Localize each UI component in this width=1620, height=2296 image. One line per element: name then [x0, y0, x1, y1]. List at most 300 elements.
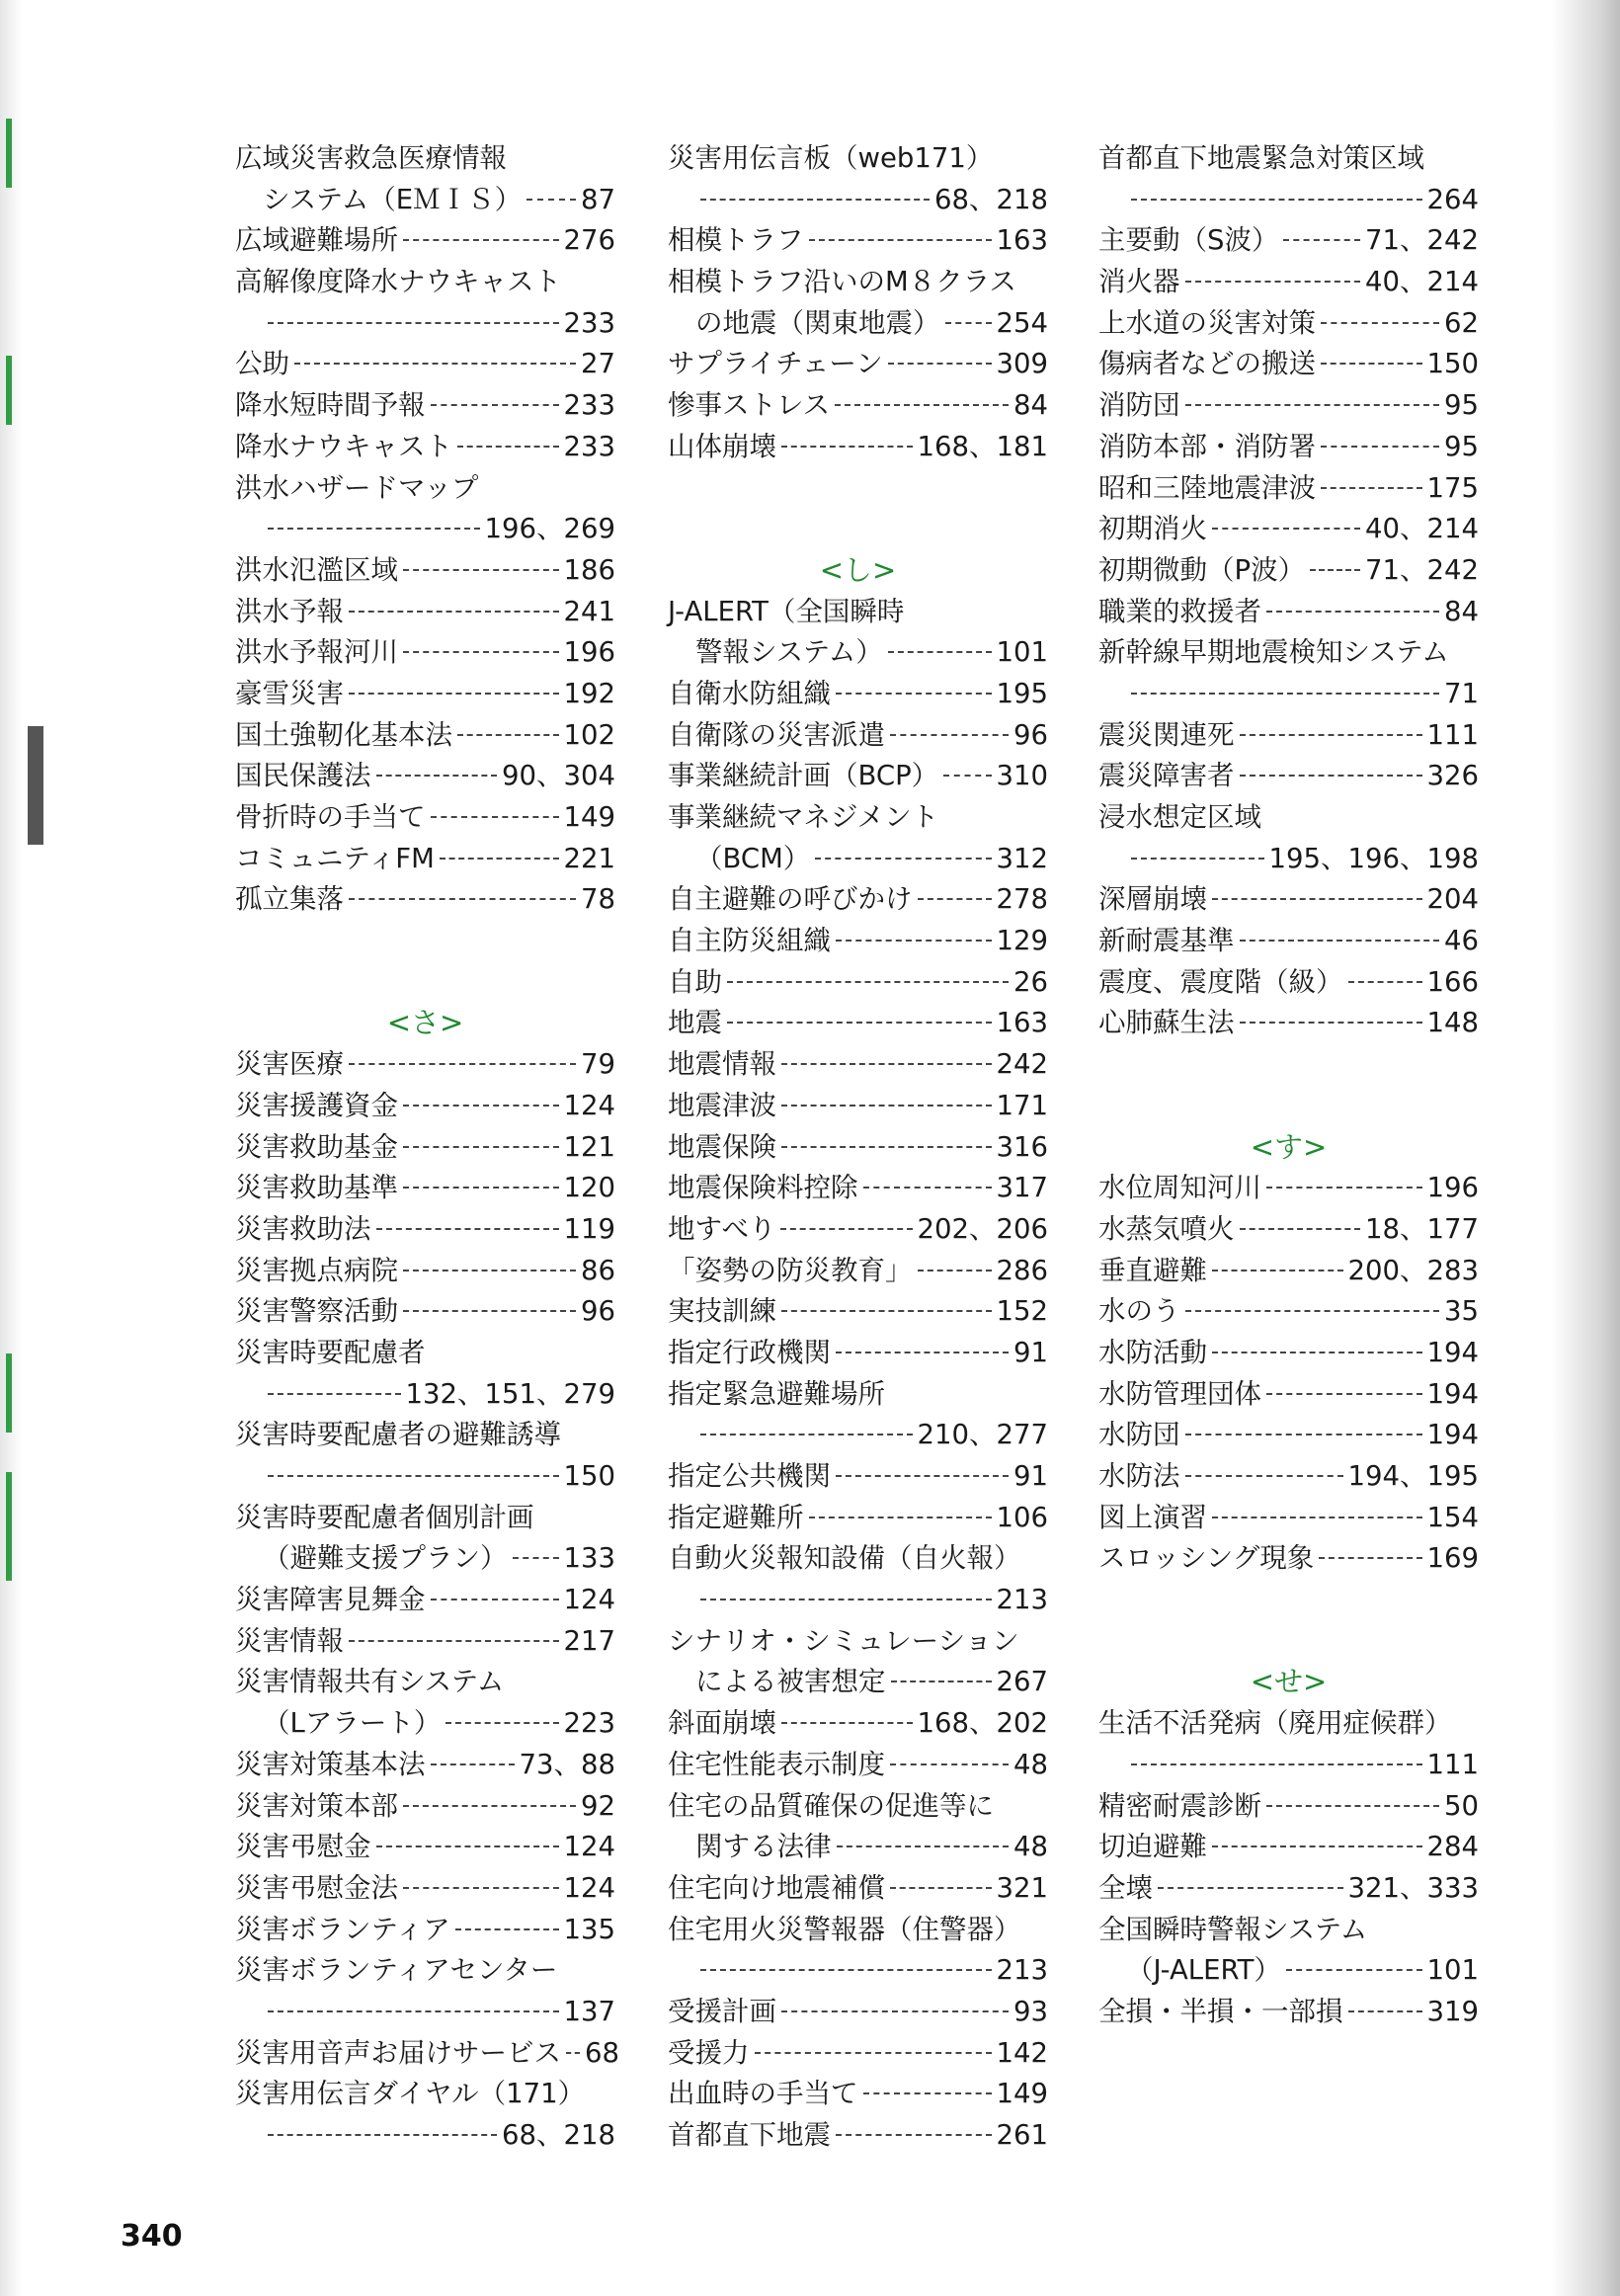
entry-pages: 286 — [996, 1254, 1048, 1286]
entry-term: 高解像度降水ナウキャスト — [235, 266, 561, 298]
section-heading: <さ> — [386, 1006, 464, 1040]
entry-term: 事業継続計画（BCP） — [668, 760, 939, 792]
index-entry — [668, 1992, 1048, 2033]
entry-term: 広域避難場所 — [235, 224, 398, 257]
entry-term: 垂直避難 — [1098, 1254, 1207, 1286]
index-entry — [668, 344, 1048, 385]
entry-term: 地すべり — [668, 1212, 776, 1245]
entry-term: 地震津波 — [668, 1089, 776, 1121]
index-entry-continuation — [235, 1456, 615, 1498]
entry-pages: 316 — [996, 1130, 1048, 1163]
index-entry — [235, 550, 615, 592]
index-entry-continuation — [668, 1662, 1048, 1703]
entry-term: 上水道の災害対策 — [1098, 306, 1316, 339]
dot-leader — [376, 775, 498, 777]
entry-term: による被害想定 — [695, 1666, 886, 1698]
entry-term: 指定避難所 — [668, 1501, 804, 1533]
index-entry — [235, 1745, 615, 1786]
entry-term: シナリオ・シミュレーション — [668, 1624, 1019, 1657]
dot-leader — [268, 1393, 401, 1395]
index-entry-continuation — [668, 1415, 1048, 1456]
dot-leader — [268, 322, 559, 324]
index-entry — [668, 1333, 1048, 1374]
index-entry — [235, 715, 615, 757]
entry-term: 初期微動（P波） — [1098, 553, 1306, 586]
index-entry-continuation — [235, 1538, 615, 1580]
entry-term: 自主防災組織 — [668, 925, 831, 957]
index-entry — [1098, 921, 1479, 962]
index-entry — [668, 1291, 1048, 1333]
entry-term: 地震情報 — [668, 1048, 776, 1081]
entry-pages: 186 — [563, 553, 615, 586]
entry-term: 水防団 — [1098, 1419, 1180, 1451]
entry-term: 災害対策本部 — [235, 1789, 398, 1822]
dot-leader — [1185, 404, 1440, 406]
index-entry — [668, 756, 1048, 797]
entry-term: 水のう — [1098, 1295, 1180, 1328]
entry-pages: 124 — [563, 1831, 615, 1863]
index-entry — [235, 1498, 615, 1539]
dot-leader — [700, 1599, 992, 1600]
entry-term: 新耐震基準 — [1098, 925, 1235, 957]
index-entry — [235, 344, 615, 385]
index-entry — [235, 468, 615, 510]
dot-leader — [781, 2010, 1009, 2012]
index-entry — [668, 1086, 1048, 1127]
index-entry — [235, 262, 615, 303]
entry-pages: 204 — [1426, 883, 1479, 916]
section-heading: <す> — [1250, 1129, 1328, 1164]
entry-term: 主要動（S波） — [1098, 224, 1279, 257]
dot-leader — [566, 2052, 580, 2054]
index-entry — [1098, 1703, 1479, 1745]
entry-term: コミュニティFM — [235, 842, 435, 874]
entry-pages: 194、195 — [1347, 1460, 1479, 1492]
dot-leader — [781, 1722, 913, 1724]
entry-term: 出血時の手当て — [668, 2078, 858, 2110]
index-column-3 — [1098, 138, 1479, 2033]
index-entry — [235, 1251, 615, 1292]
entry-pages: 148 — [1426, 1007, 1479, 1039]
dot-leader — [1283, 239, 1360, 241]
dot-leader — [1240, 1022, 1422, 1024]
entry-pages: 92 — [581, 1789, 615, 1822]
index-column-1 — [235, 138, 619, 2157]
index-entry — [1098, 385, 1479, 427]
dot-leader — [1212, 1845, 1422, 1847]
entry-pages: 196 — [563, 636, 615, 669]
entry-term: 消防本部・消防署 — [1098, 430, 1316, 462]
entry-pages: 46 — [1444, 925, 1479, 957]
index-entry — [235, 1910, 615, 1951]
dot-leader — [888, 363, 992, 365]
dot-leader — [1266, 1393, 1422, 1395]
dot-leader — [349, 898, 576, 900]
index-entry — [668, 921, 1048, 962]
entry-pages: 195、196、198 — [1268, 842, 1479, 874]
entry-pages: 195 — [996, 677, 1048, 709]
index-entry — [1098, 427, 1479, 468]
dot-leader — [755, 2052, 992, 2054]
dot-leader — [446, 1722, 558, 1724]
index-entry — [668, 1745, 1048, 1786]
index-entry — [235, 2033, 619, 2075]
entry-pages: 194 — [1426, 1419, 1479, 1451]
entry-pages: 102 — [563, 718, 615, 751]
index-entry-continuation — [235, 509, 615, 550]
index-entry — [668, 1456, 1048, 1498]
index-entry — [1098, 1209, 1479, 1251]
index-entry — [1098, 1992, 1479, 2033]
entry-term: サプライチェーン — [668, 348, 883, 380]
dot-leader — [835, 404, 1009, 406]
entry-pages: 91 — [1013, 1460, 1048, 1492]
dot-leader — [918, 898, 992, 900]
index-entry — [1098, 1456, 1479, 1498]
entry-pages: 119 — [563, 1212, 615, 1245]
entry-pages: 93 — [1013, 1995, 1048, 2027]
entry-pages: 312 — [996, 842, 1048, 874]
index-entry-continuation — [235, 2115, 615, 2157]
dot-leader — [1212, 898, 1422, 900]
entry-term: 地震保険料控除 — [668, 1172, 858, 1204]
entry-term: 職業的救援者 — [1098, 595, 1261, 627]
index-entry — [1098, 509, 1479, 550]
dot-leader — [1240, 775, 1422, 777]
entry-pages: 217 — [563, 1624, 615, 1657]
dot-leader — [457, 734, 559, 736]
index-entry — [235, 1950, 615, 1992]
dot-leader — [781, 1105, 992, 1107]
entry-term: 豪雪災害 — [235, 677, 344, 709]
entry-term: 首都直下地震緊急対策区域 — [1098, 142, 1424, 174]
entry-term: 孤立集落 — [235, 883, 344, 916]
dot-leader — [376, 1845, 559, 1847]
entry-pages: 96 — [1013, 718, 1048, 751]
entry-pages: 200、283 — [1347, 1254, 1479, 1286]
entry-pages: 35 — [1444, 1295, 1479, 1328]
dot-leader — [918, 1270, 992, 1271]
index-entry — [235, 1621, 615, 1663]
index-entry-continuation — [1098, 1745, 1479, 1786]
entry-term: 災害時要配慮者の避難誘導 — [235, 1419, 561, 1451]
entry-term: 受援計画 — [668, 1995, 776, 2027]
entry-term: 全損・半損・一部損 — [1098, 1995, 1343, 2027]
entry-term: 骨折時の手当て — [235, 801, 426, 833]
index-entry-continuation — [235, 180, 615, 221]
dot-leader — [727, 981, 1009, 983]
index-entry — [235, 385, 615, 427]
index-entry — [1098, 1498, 1479, 1539]
entry-term: 水防活動 — [1098, 1336, 1207, 1368]
entry-term: 住宅の品質確保の促進等に — [668, 1789, 994, 1822]
entry-pages: 233 — [563, 389, 615, 422]
dot-leader — [809, 1517, 992, 1518]
entry-pages: 62 — [1444, 306, 1479, 339]
index-entry — [1098, 1868, 1479, 1910]
entry-pages: 124 — [563, 1871, 615, 1904]
index-entry — [668, 2074, 1048, 2115]
entry-pages: 213 — [996, 1954, 1048, 1987]
entry-term: 自主避難の呼びかけ — [668, 883, 913, 916]
entry-term: 災害救助基金 — [235, 1130, 398, 1163]
dot-leader — [1321, 363, 1422, 365]
entry-term: 災害救助基準 — [235, 1172, 398, 1204]
index-entry — [235, 1827, 615, 1868]
index-entry — [1098, 592, 1479, 633]
entry-pages: 166 — [1426, 965, 1479, 998]
entry-pages: 321、333 — [1347, 1871, 1479, 1904]
entry-term: 指定行政機関 — [668, 1336, 831, 1368]
dot-leader — [1131, 1763, 1422, 1765]
entry-term: 住宅性能表示制度 — [668, 1748, 885, 1780]
dot-leader — [836, 693, 992, 695]
entry-term: 震災障害者 — [1098, 760, 1235, 792]
dot-leader — [349, 611, 559, 613]
entry-pages: 129 — [996, 925, 1048, 957]
entry-pages: 267 — [996, 1666, 1048, 1698]
entry-pages: 163 — [996, 224, 1048, 257]
index-entry — [1098, 1333, 1479, 1374]
entry-term: 昭和三陸地震津波 — [1098, 471, 1316, 504]
index-entry — [1098, 1168, 1479, 1209]
entry-pages: 50 — [1444, 1789, 1479, 1822]
index-entry — [668, 592, 1048, 633]
entry-pages: 48 — [1013, 1748, 1048, 1780]
entry-pages: 233 — [563, 306, 615, 339]
index-entry — [235, 839, 615, 880]
entry-pages: 196、269 — [484, 513, 615, 545]
entry-term: 災害時要配慮者 — [235, 1336, 426, 1368]
dot-leader — [700, 199, 930, 201]
entry-term: 災害用伝言ダイヤル（171） — [235, 2078, 586, 2110]
entry-term: 実技訓練 — [668, 1295, 776, 1328]
entry-term: 指定公共機関 — [668, 1460, 831, 1492]
entry-pages: 152 — [996, 1295, 1048, 1328]
dot-leader — [440, 858, 559, 860]
index-entry — [235, 1168, 615, 1209]
entry-term: 相模トラフ沿いのM８クラス — [668, 266, 1016, 298]
entry-term: 災害障害見舞金 — [235, 1584, 426, 1616]
index-entry-continuation — [668, 1580, 1048, 1621]
dot-leader — [526, 199, 576, 201]
index-entry — [1098, 1827, 1479, 1868]
dot-leader — [268, 528, 480, 530]
index-entry-continuation — [668, 303, 1048, 345]
entry-term: 自衛水防組織 — [668, 677, 831, 709]
entry-term: 事業継続マネジメント — [668, 801, 939, 833]
entry-pages: 86 — [581, 1254, 615, 1286]
entry-pages: 137 — [563, 1995, 615, 2027]
dot-leader — [727, 1022, 992, 1024]
entry-pages: 194 — [1426, 1377, 1479, 1410]
index-entry — [668, 385, 1048, 427]
entry-pages: 310 — [996, 760, 1048, 792]
dot-leader — [1321, 446, 1439, 448]
index-entry — [668, 1498, 1048, 1539]
dot-leader — [863, 2092, 992, 2094]
index-entry — [668, 138, 1048, 180]
entry-term: 警報システム） — [695, 636, 883, 669]
dot-leader — [1266, 1805, 1439, 1807]
entry-term: 自動火災報知設備（自火報） — [668, 1542, 1021, 1575]
entry-term: 相模トラフ — [668, 224, 804, 257]
index-entry — [1098, 138, 1479, 180]
dot-leader — [349, 1640, 559, 1642]
entry-pages: 91 — [1013, 1336, 1048, 1368]
dot-leader — [403, 1805, 576, 1807]
entry-pages: 192 — [563, 677, 615, 709]
entry-pages: 163 — [996, 1007, 1048, 1039]
index-entry — [668, 2115, 1048, 2157]
entry-term: の地震（関東地震） — [695, 306, 940, 339]
index-entry — [235, 1868, 615, 1910]
entry-term: 首都直下地震 — [668, 2119, 831, 2151]
dot-leader — [836, 1475, 1009, 1477]
index-entry — [1098, 1003, 1479, 1044]
entry-pages: 124 — [563, 1089, 615, 1121]
entry-term: 洪水氾濫区域 — [235, 553, 398, 586]
entry-pages: 142 — [996, 2036, 1048, 2069]
entry-pages: 154 — [1426, 1501, 1479, 1533]
dot-leader — [837, 1845, 1010, 1847]
dot-leader — [1310, 569, 1360, 571]
dot-leader — [1348, 981, 1422, 983]
entry-term: 降水ナウキャスト — [235, 430, 452, 462]
entry-term: 地震 — [668, 1007, 722, 1039]
entry-term: 自助 — [668, 965, 722, 998]
entry-term: 全壊 — [1098, 1871, 1153, 1904]
spacer — [668, 509, 1048, 550]
index-entry — [1098, 220, 1479, 262]
entry-term: 地震保険 — [668, 1130, 776, 1163]
index-entry — [235, 138, 615, 180]
dot-leader — [513, 1557, 559, 1559]
index-entry — [1098, 756, 1479, 797]
index-entry — [1098, 715, 1479, 757]
dot-leader — [268, 2010, 559, 2012]
entry-term: 浸水想定区域 — [1098, 801, 1261, 833]
entry-pages: 87 — [581, 183, 615, 215]
entry-pages: 241 — [563, 595, 615, 627]
entry-term: 震度、震度階（級） — [1098, 965, 1343, 998]
entry-term: 指定緊急避難場所 — [668, 1377, 885, 1410]
entry-pages: 171 — [996, 1089, 1048, 1121]
index-entry — [235, 632, 615, 674]
dot-leader — [457, 446, 559, 448]
entry-pages: 319 — [1426, 1995, 1479, 2027]
entry-pages: 221 — [563, 842, 615, 874]
index-entry-continuation — [235, 1703, 615, 1745]
entry-pages: 213 — [996, 1584, 1048, 1616]
dot-leader — [1131, 199, 1422, 201]
entry-pages: 124 — [563, 1584, 615, 1616]
entry-term: J-ALERT（全国瞬時 — [668, 595, 905, 627]
dot-leader — [1185, 281, 1361, 283]
entry-term: 洪水予報河川 — [235, 636, 398, 669]
entry-term: 災害弔慰金 — [235, 1831, 371, 1863]
entry-term: 災害情報共有システム — [235, 1666, 505, 1698]
dot-leader — [1131, 693, 1439, 695]
index-entry — [1098, 1291, 1479, 1333]
index-entry — [235, 1415, 615, 1456]
entry-pages: 196 — [1426, 1172, 1479, 1204]
entry-pages: 26 — [1013, 965, 1048, 998]
edge-mark-dark — [28, 726, 43, 845]
index-entry — [668, 1621, 1048, 1663]
index-entry — [668, 1786, 1048, 1828]
dot-leader — [268, 1475, 559, 1477]
entry-term: 図上演習 — [1098, 1501, 1207, 1533]
entry-pages: 284 — [1426, 1831, 1479, 1863]
entry-pages: 73、88 — [519, 1748, 615, 1780]
entry-term: 国土強靭化基本法 — [235, 718, 452, 751]
entry-pages: 68、218 — [502, 2119, 615, 2151]
entry-term: 消防団 — [1098, 389, 1180, 422]
entry-term: 国民保護法 — [235, 760, 371, 792]
entry-term: （J-ALERT） — [1126, 1954, 1281, 1987]
index-entry — [668, 1168, 1048, 1209]
dot-leader — [1321, 487, 1422, 489]
entry-pages: 149 — [996, 2078, 1048, 2110]
dot-leader — [431, 1599, 559, 1600]
index-entry — [1098, 962, 1479, 1004]
entry-term: （BCM） — [695, 842, 811, 874]
entry-pages: 84 — [1013, 389, 1048, 422]
entry-pages: 90、304 — [502, 760, 615, 792]
page-gutter-shadow — [0, 0, 22, 2296]
entry-pages: 150 — [563, 1460, 615, 1492]
dot-leader — [781, 1146, 992, 1148]
dot-leader — [403, 1187, 559, 1189]
dot-leader — [890, 1763, 1009, 1765]
entry-term: 災害ボランティアセンター — [235, 1954, 558, 1987]
dot-leader — [1212, 1352, 1422, 1353]
index-entry — [1098, 303, 1479, 345]
dot-leader — [376, 1228, 559, 1230]
edge-mark-green — [6, 1353, 12, 1433]
index-entry-continuation — [668, 1827, 1048, 1868]
entry-pages: 261 — [996, 2119, 1048, 2151]
spacer — [1098, 1621, 1479, 1663]
entry-pages: 175 — [1426, 471, 1479, 504]
dot-leader — [890, 1887, 992, 1889]
entry-pages: 78 — [581, 883, 615, 916]
entry-term: 斜面崩壊 — [668, 1707, 776, 1740]
dot-leader — [945, 322, 992, 324]
index-entry — [235, 220, 615, 262]
index-entry — [668, 220, 1048, 262]
index-entry — [668, 2033, 1048, 2075]
entry-term: 惨事ストレス — [668, 389, 831, 422]
index-column-2 — [668, 138, 1048, 2157]
dot-leader — [700, 1434, 913, 1435]
dot-leader — [403, 239, 559, 241]
dot-leader — [431, 1763, 515, 1765]
page-number: 340 — [121, 2219, 183, 2254]
index-entry — [668, 262, 1048, 303]
entry-pages: 111 — [1426, 718, 1479, 751]
entry-pages: 210、277 — [917, 1419, 1048, 1451]
index-entry — [235, 592, 615, 633]
entry-pages: 121 — [563, 1130, 615, 1163]
index-entry-continuation — [668, 180, 1048, 221]
entry-pages: 242 — [996, 1048, 1048, 1081]
entry-pages: 120 — [563, 1172, 615, 1204]
entry-term: 切迫避難 — [1098, 1831, 1207, 1863]
dot-leader — [349, 1063, 576, 1065]
index-entry — [668, 1251, 1048, 1292]
